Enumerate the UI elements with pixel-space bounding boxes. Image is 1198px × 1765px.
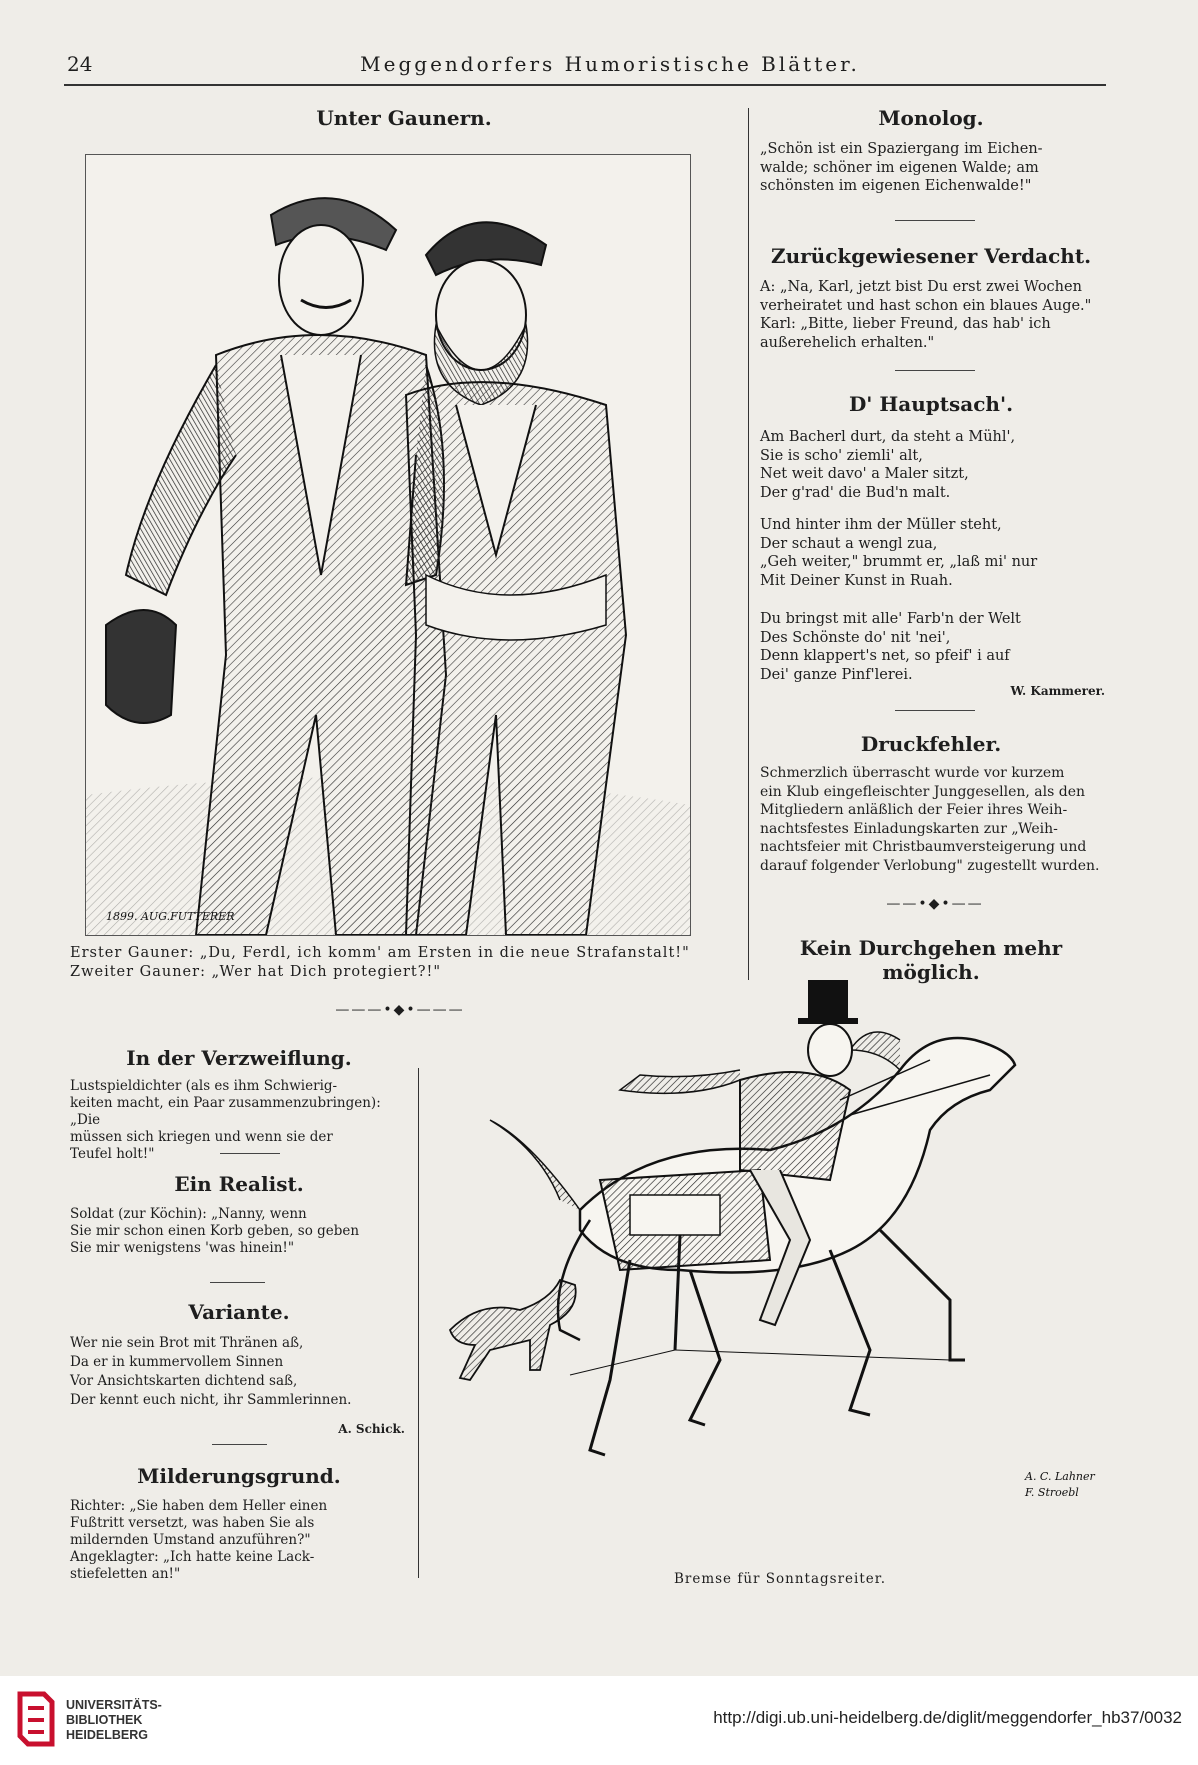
variante-text: Wer nie sein Brot mit Thränen aß, Da er in kummervollem Sinnen Vor Ansichtskarten dichtend saß, Der kennt euch nicht, ihr Sammlerinnen. <box>70 1335 352 1408</box>
short-divider <box>220 1153 280 1154</box>
short-divider <box>212 1444 267 1445</box>
hauptsach-title: D' Hauptsach'. <box>848 392 1014 416</box>
verzweiflung-title: In der Verzweiflung. <box>126 1046 352 1070</box>
library-name: UNIVERSITÄTS- BIBLIOTHEK HEIDELBERG <box>66 1698 162 1742</box>
illustration-signature: 1899. AUG.FUTTERER <box>106 910 235 923</box>
ornament-divider: ———•◆•——— <box>335 1002 465 1018</box>
realist-text: Soldat (zur Köchin): „Nanny, wenn Sie mir schon einen Korb geben, so geben Sie mir wenigstens 'was hinein!" <box>70 1206 360 1256</box>
ornament-divider: ——•◆•—— <box>886 896 984 912</box>
two-vagabonds-drawing <box>86 155 690 935</box>
hauptsach-stanza-2: Und hinter ihm der Müller steht, Der schaut a wengl zua, „Geh weiter," brummt er, „laß mi' nur Mit Deiner Kunst in Ruah. <box>760 517 1038 589</box>
short-divider <box>210 1282 265 1283</box>
short-divider <box>895 370 975 371</box>
hauptsach-stanza-3: Du bringst mit alle' Farb'n der Welt Des Schönste do' nit 'nei', Denn klappert's net, so pfeif' i auf Dei' ganze Pinf'lerei. <box>760 611 1021 683</box>
hauptsach-stanza-1: Am Bacherl durt, da steht a Mühl', Sie is scho' ziemli' alt, Net weit davo' a Maler sitzt, Der g'rad' die Bud'n malt. <box>760 429 1016 501</box>
dog-figure <box>450 1280 576 1380</box>
footer-bar <box>0 1676 1198 1765</box>
short-divider <box>895 220 975 221</box>
short-divider <box>895 710 975 711</box>
library-logo-icon <box>16 1690 56 1748</box>
realist-title: Ein Realist. <box>174 1172 304 1196</box>
hauptsach-author: W. Kammerer. <box>1010 684 1105 698</box>
column-divider-bottom <box>418 1068 419 1578</box>
druckfehler-title: Druckfehler. <box>860 732 1002 756</box>
monolog-title: Monolog. <box>878 106 984 130</box>
gauner-caption: Erster Gauner: „Du, Ferdl, ich komm' am Ersten in die neue Strafanstalt!" Zweiter Gauner: „Wer hat Dich protegiert?!" <box>70 945 690 980</box>
verzweiflung-text: Lustspieldichter (als es ihm Schwierig- keiten macht, ein Paar zusammenzubringen): „Die müssen sich kriegen und wenn sie der Teufel holt!" <box>70 1078 381 1162</box>
milderung-text: Richter: „Sie haben dem Heller einen Fußtritt versetzt, was haben Sie als mildernden Umstand anzuführen?" Angeklagter: „Ich hatte keine Lack- stiefeletten an!" <box>70 1498 328 1582</box>
rider-figure <box>620 980 990 1325</box>
rider-illustration <box>430 980 1130 1560</box>
gauner-illustration <box>85 154 691 936</box>
variante-title: Variante. <box>188 1300 290 1324</box>
header-rule <box>64 84 1106 86</box>
rider-caption: Bremse für Sonntagsreiter. <box>673 1571 887 1587</box>
source-url[interactable]: http://digi.ub.uni-heidelberg.de/diglit/meggendorfer_hb37/0032 <box>713 1708 1182 1727</box>
rider-signature-2: F. Stroebl <box>1025 1486 1079 1499</box>
column-divider-top <box>748 108 749 980</box>
durchgehen-title: Kein Durchgehen mehr möglich. <box>799 936 1063 984</box>
monolog-text: „Schön ist ein Spaziergang im Eichen- walde; schöner im eigenen Walde; am schönsten im eigenen Eichenwalde!" <box>760 141 1043 194</box>
gauner-title: Unter Gaunern. <box>316 106 492 130</box>
horse-rider-drawing <box>430 980 1130 1560</box>
verdacht-title: Zurückgewiesener Verdacht. <box>770 244 1092 268</box>
druckfehler-text: Schmerzlich überrascht wurde vor kurzem ein Klub eingefleischter Junggesellen, als den Mitgliedern anläßlich der Feier ihres Weih- nachtsfestes Einladungskarten zur „Weih- nachtsfeier mit Christbaumversteigerung und darauf folgender Verlobung" zugestellt wurden. <box>760 765 1100 874</box>
verdacht-text: A: „Na, Karl, jetzt bist Du erst zwei Wochen verheiratet und hast schon ein blaues Auge." Karl: „Bitte, lieber Freund, das hab' ich außerehelich erhalten." <box>760 279 1092 351</box>
second-gauner-figure <box>406 222 626 935</box>
milderung-title: Milderungsgrund. <box>137 1464 341 1488</box>
variante-author: A. Schick. <box>338 1422 405 1436</box>
page-number: 24 <box>67 52 93 76</box>
running-title: Meggendorfers Humoristische Blätter. <box>360 52 860 76</box>
rider-signature-1: A. C. Lahner <box>1025 1470 1095 1483</box>
